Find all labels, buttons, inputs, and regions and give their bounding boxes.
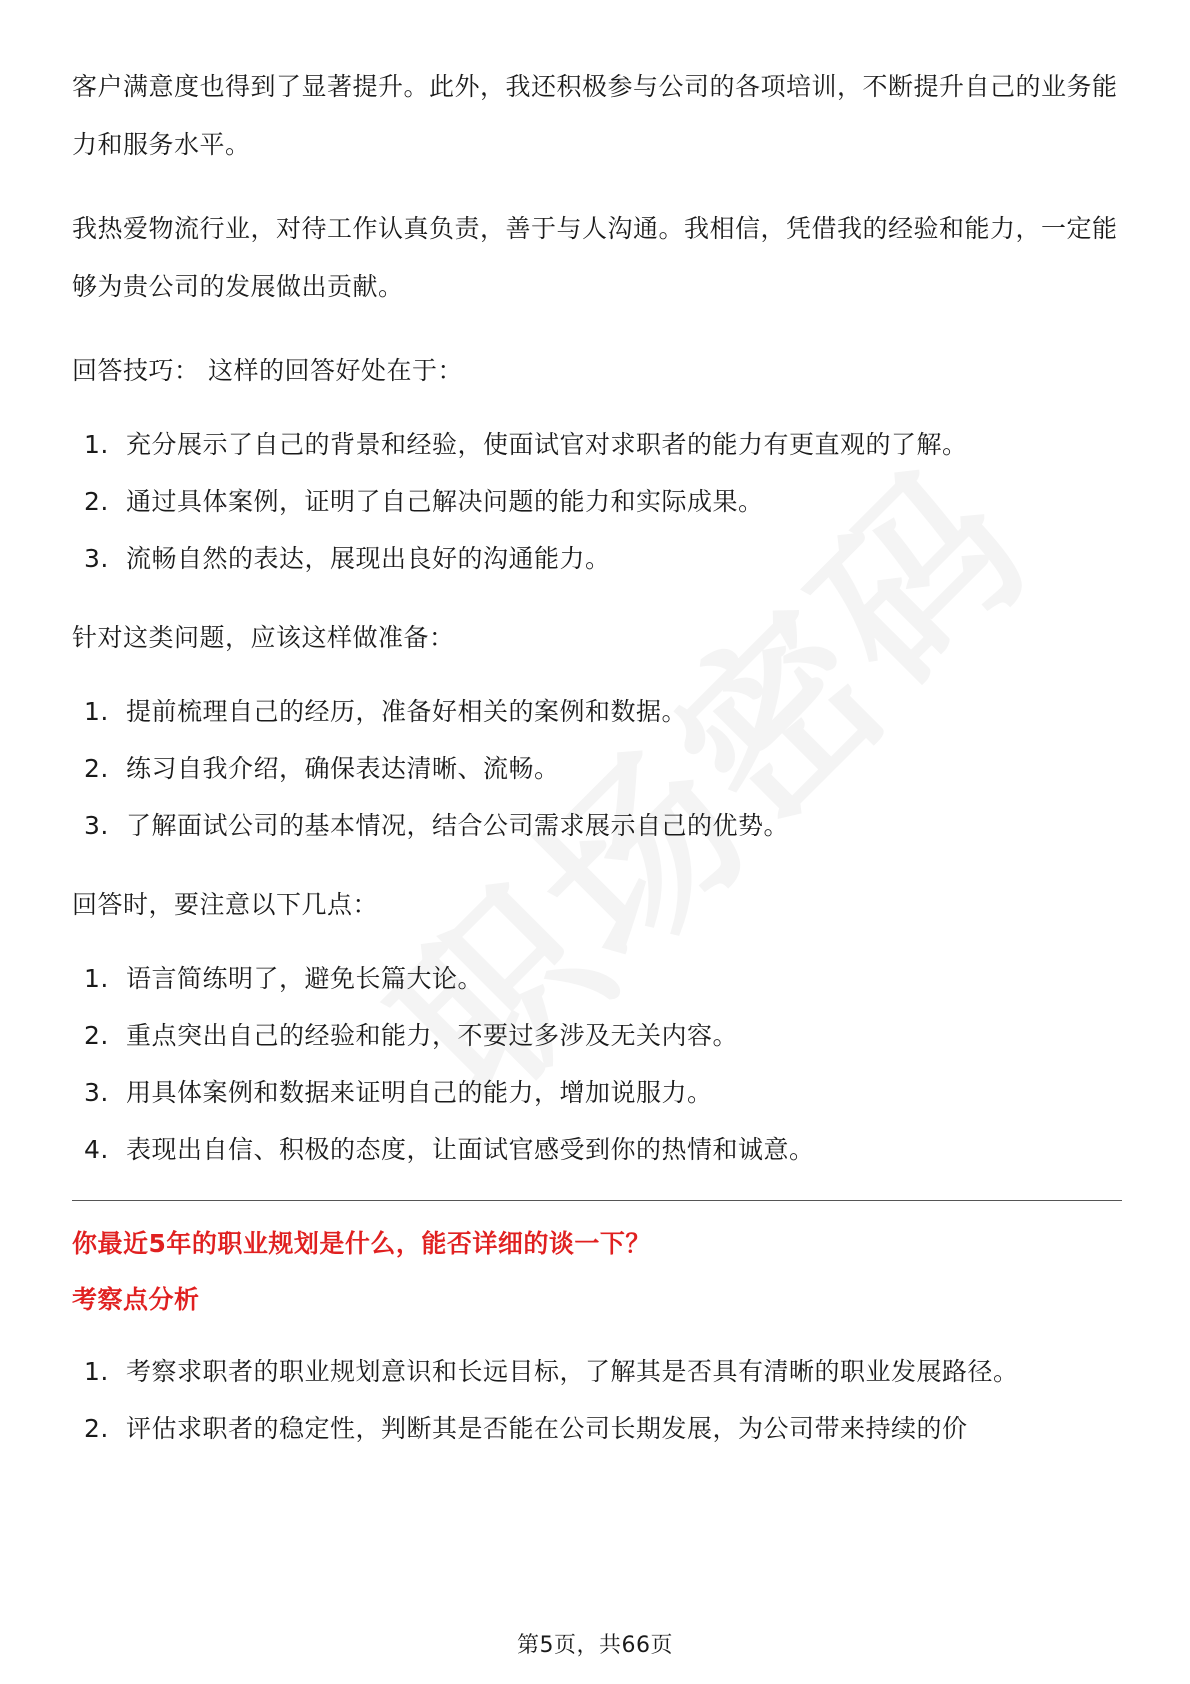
list-item: 3. 用具体案例和数据来证明自己的能力，增加说服力。	[84, 1078, 713, 1107]
intro-paragraph-1: 客户满意度也得到了显著提升。此外，我还积极参与公司的各项培训，不断提升自己的业务能力和服务水平。	[72, 72, 1118, 159]
list-item: 1. 考察求职者的职业规划意识和长远目标，了解其是否具有清晰的职业发展路径。	[84, 1357, 1019, 1386]
list-item: 3. 了解面试公司的基本情况，结合公司需求展示自己的优势。	[84, 811, 790, 840]
list-item: 1. 提前梳理自己的经历，准备好相关的案例和数据。	[84, 697, 688, 726]
prepare-list	[72, 683, 1122, 854]
section-divider	[72, 1200, 1122, 1201]
list-item: 3. 流畅自然的表达，展现出良好的沟通能力。	[84, 544, 611, 573]
list-item: 2. 重点突出自己的经验和能力，不要过多涉及无关内容。	[84, 1021, 739, 1050]
list-item: 4. 表现出自信、积极的态度，让面试官感受到你的热情和诚意。	[84, 1135, 815, 1164]
intro-paragraph-2: 我热爱物流行业，对待工作认真负责，善于与人沟通。我相信，凭借我的经验和能力，一定能够为贵公司的发展做出贡献。	[72, 214, 1118, 301]
page-number: 第5页，共66页	[517, 1633, 673, 1658]
analysis-list	[72, 1343, 1122, 1457]
list-item: 2. 评估求职者的稳定性，判断其是否能在公司长期发展，为公司带来持续的价	[84, 1414, 968, 1443]
page-content	[72, 58, 1122, 1479]
tips-intro: 回答技巧： 这样的回答好处在于：	[72, 356, 463, 385]
notes-list	[72, 950, 1122, 1178]
list-item: 2. 通过具体案例，证明了自己解决问题的能力和实际成果。	[84, 487, 764, 516]
notes-intro: 回答时，要注意以下几点：	[72, 890, 379, 919]
tips-list	[72, 416, 1122, 587]
list-item: 1. 充分展示了自己的背景和经验，使面试官对求职者的能力有更直观的了解。	[84, 430, 968, 459]
analysis-heading: 考察点分析	[72, 1285, 200, 1314]
prepare-intro: 针对这类问题，应该这样做准备：	[72, 623, 455, 652]
list-item: 2. 练习自我介绍，确保表达清晰、流畅。	[84, 754, 560, 783]
question-title: 你最近5年的职业规划是什么，能否详细的谈一下？	[72, 1229, 651, 1258]
list-item: 1. 语言简练明了，避免长篇大论。	[84, 964, 484, 993]
